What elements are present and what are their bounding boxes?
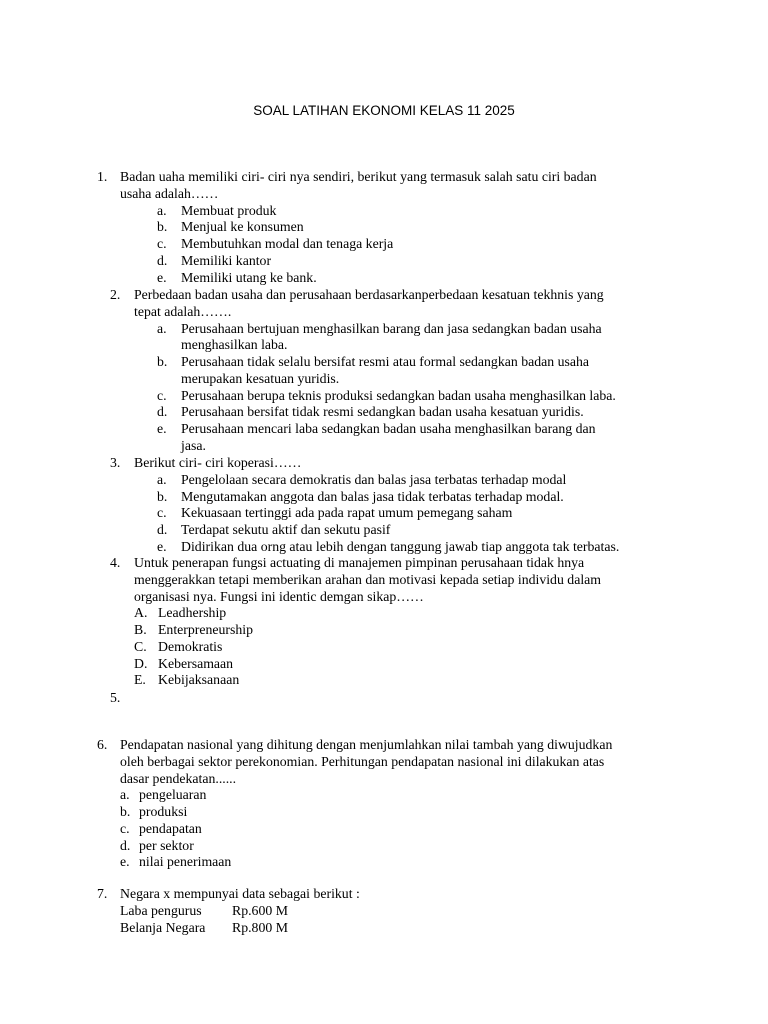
option-letter: d.: [157, 404, 168, 420]
question-text: Pendapatan nasional yang dihitung dengan menjumlahkan nilai tambah yang diwujudkan: [120, 737, 613, 752]
data-value: Rp.800 M: [232, 919, 288, 935]
data-label: Belanja Negara: [120, 919, 206, 935]
option-text: merupakan kesatuan yuridis.: [181, 370, 340, 386]
option-text: nilai penerimaan: [139, 854, 232, 870]
option-letter: e.: [157, 538, 167, 554]
question-text: Untuk penerapan fungsi actuating di manajemen pimpinan perusahaan tidak hnya: [134, 555, 585, 570]
document-title: SOAL LATIHAN EKONOMI KELAS 11 2025: [253, 103, 515, 118]
question-number: 2.: [110, 287, 121, 302]
option-text: Perusahaan bersifat tidak resmi sedangkan badan usaha kesatuan yuridis.: [181, 404, 584, 420]
option-letter: a.: [120, 787, 130, 803]
option-letter: b.: [157, 354, 168, 369]
option-letter: d.: [157, 252, 168, 268]
option-text: Perusahaan berupa teknis produksi sedangkan badan usaha menghasilkan laba.: [181, 387, 616, 403]
option-letter: b.: [157, 219, 168, 235]
option-text: Demokratis: [158, 638, 223, 654]
option-letter: c.: [157, 387, 167, 403]
option-text: Perusahaan tidak selalu bersifat resmi atau formal sedangkan badan usaha: [181, 354, 590, 369]
data-value: Rp.600 M: [232, 902, 288, 918]
option-letter: D.: [134, 655, 148, 671]
question-number: 4.: [110, 555, 121, 570]
option-text: pengeluaran: [139, 787, 207, 803]
question-text: dasar pendekatan......: [120, 770, 237, 786]
option-text: Mengutamakan anggota dan balas jasa tidak terbatas terhadap modal.: [181, 488, 564, 504]
question-number: 3.: [110, 455, 121, 470]
option-text: jasa.: [181, 437, 206, 453]
question-number: 6.: [97, 737, 108, 752]
question-text: Negara x mempunyai data sebagai berikut :: [120, 886, 360, 901]
option-text: Perusahaan bertujuan menghasilkan barang dan jasa sedangkan badan usaha: [181, 320, 602, 336]
option-letter: c.: [157, 505, 167, 521]
question-number: 1.: [97, 169, 108, 184]
option-letter: E.: [134, 672, 146, 688]
option-letter: a.: [157, 471, 167, 487]
option-text: Didirikan dua orng atau lebih dengan tanggung jawab tiap anggota tak terbatas.: [181, 538, 620, 554]
option-text: per sektor: [139, 837, 194, 853]
option-text: Kekuasaan tertinggi ada pada rapat umum pemegang saham: [181, 505, 513, 521]
option-text: Perusahaan mencari laba sedangkan badan usaha menghasilkan barang dan: [181, 421, 596, 436]
option-text: Memiliki utang ke bank.: [181, 269, 317, 285]
option-text: menghasilkan laba.: [181, 337, 288, 353]
option-text: Enterpreneurship: [158, 622, 254, 637]
option-text: Kebijaksanaan: [158, 672, 240, 688]
option-letter: c.: [157, 236, 167, 251]
option-text: Memiliki kantor: [181, 252, 272, 268]
option-text: Membutuhkan modal dan tenaga kerja: [181, 236, 394, 251]
question-text: tepat adalah…….: [134, 303, 232, 319]
question-number: 7.: [97, 886, 108, 901]
option-text: Pengelolaan secara demokratis dan balas jasa terbatas terhadap modal: [181, 471, 567, 487]
option-text: pendapatan: [139, 820, 202, 836]
option-text: Terdapat sekutu aktif dan sekutu pasif: [181, 522, 391, 537]
question-text: Berikut ciri- ciri koperasi……: [134, 455, 302, 470]
option-letter: b.: [120, 804, 131, 819]
question-text: organisasi nya. Fungsi ini identic demgan sikap……: [134, 588, 424, 604]
option-letter: b.: [157, 488, 168, 504]
option-letter: A.: [134, 605, 148, 621]
option-letter: a.: [157, 202, 167, 218]
option-letter: d.: [120, 837, 131, 853]
option-text: Kebersamaan: [158, 655, 234, 671]
option-text: Menjual ke konsumen: [181, 219, 304, 235]
option-letter: c.: [120, 820, 130, 836]
option-letter: e.: [157, 421, 167, 436]
option-letter: a.: [157, 320, 167, 336]
option-letter: e.: [157, 269, 167, 285]
question-text: usaha adalah……: [120, 185, 219, 201]
option-letter: B.: [134, 622, 147, 637]
option-letter: d.: [157, 522, 168, 537]
option-letter: C.: [134, 638, 147, 654]
option-text: Membuat produk: [181, 202, 277, 218]
option-text: Leadhership: [158, 605, 227, 621]
question-text: Perbedaan badan usaha dan perusahaan berdasarkanperbedaan kesatuan tekhnis yang: [134, 287, 604, 302]
question-number: 5.: [110, 690, 121, 705]
question-text: Badan uaha memiliki ciri- ciri nya sendiri, berikut yang termasuk salah satu ciri badan: [120, 169, 597, 184]
option-text: produksi: [139, 804, 188, 819]
data-label: Laba pengurus: [120, 902, 202, 918]
question-text: oleh berbagai sektor perekonomian. Perhitungan pendapatan nasional ini dilakukan atas: [120, 753, 605, 769]
question-text: menggerakkan tetapi memberikan arahan dan motivasi kepada setiap individu dalam: [134, 571, 602, 587]
option-letter: e.: [120, 854, 130, 870]
